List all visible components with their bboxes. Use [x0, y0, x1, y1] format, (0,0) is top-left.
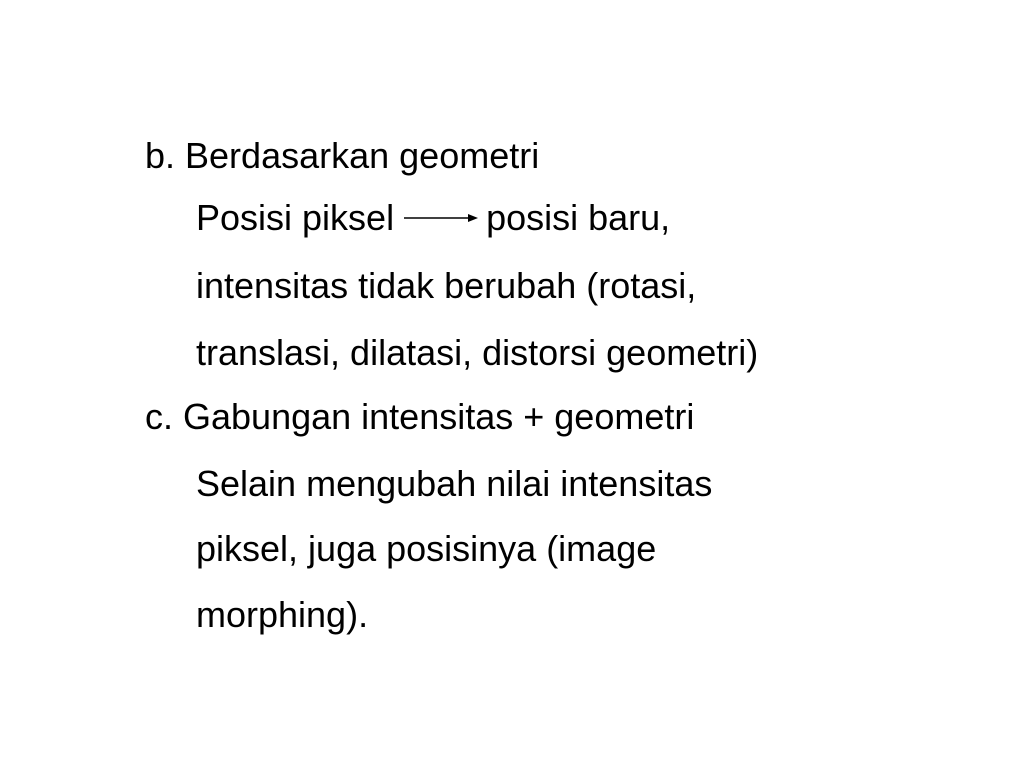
item-b-line-1-before-arrow: Posisi piksel — [196, 197, 395, 238]
item-b-line-1 — [196, 198, 670, 238]
item-b-line-3: translasi, dilatasi, distorsi geometri) — [196, 332, 759, 373]
item-c-line-3: morphing). — [196, 594, 369, 635]
item-b-heading: b. Berdasarkan geometri — [145, 135, 540, 176]
item-c-heading: c. Gabungan intensitas + geometri — [145, 396, 695, 437]
item-c-line-1: Selain mengubah nilai intensitas — [196, 463, 713, 504]
item-b-line-1-after-arrow: posisi baru, — [486, 197, 671, 238]
item-b-line-2: intensitas tidak berubah (rotasi, — [196, 265, 697, 306]
right-arrow-icon — [402, 208, 480, 228]
item-c-line-2: piksel, juga posisinya (image — [196, 528, 657, 569]
